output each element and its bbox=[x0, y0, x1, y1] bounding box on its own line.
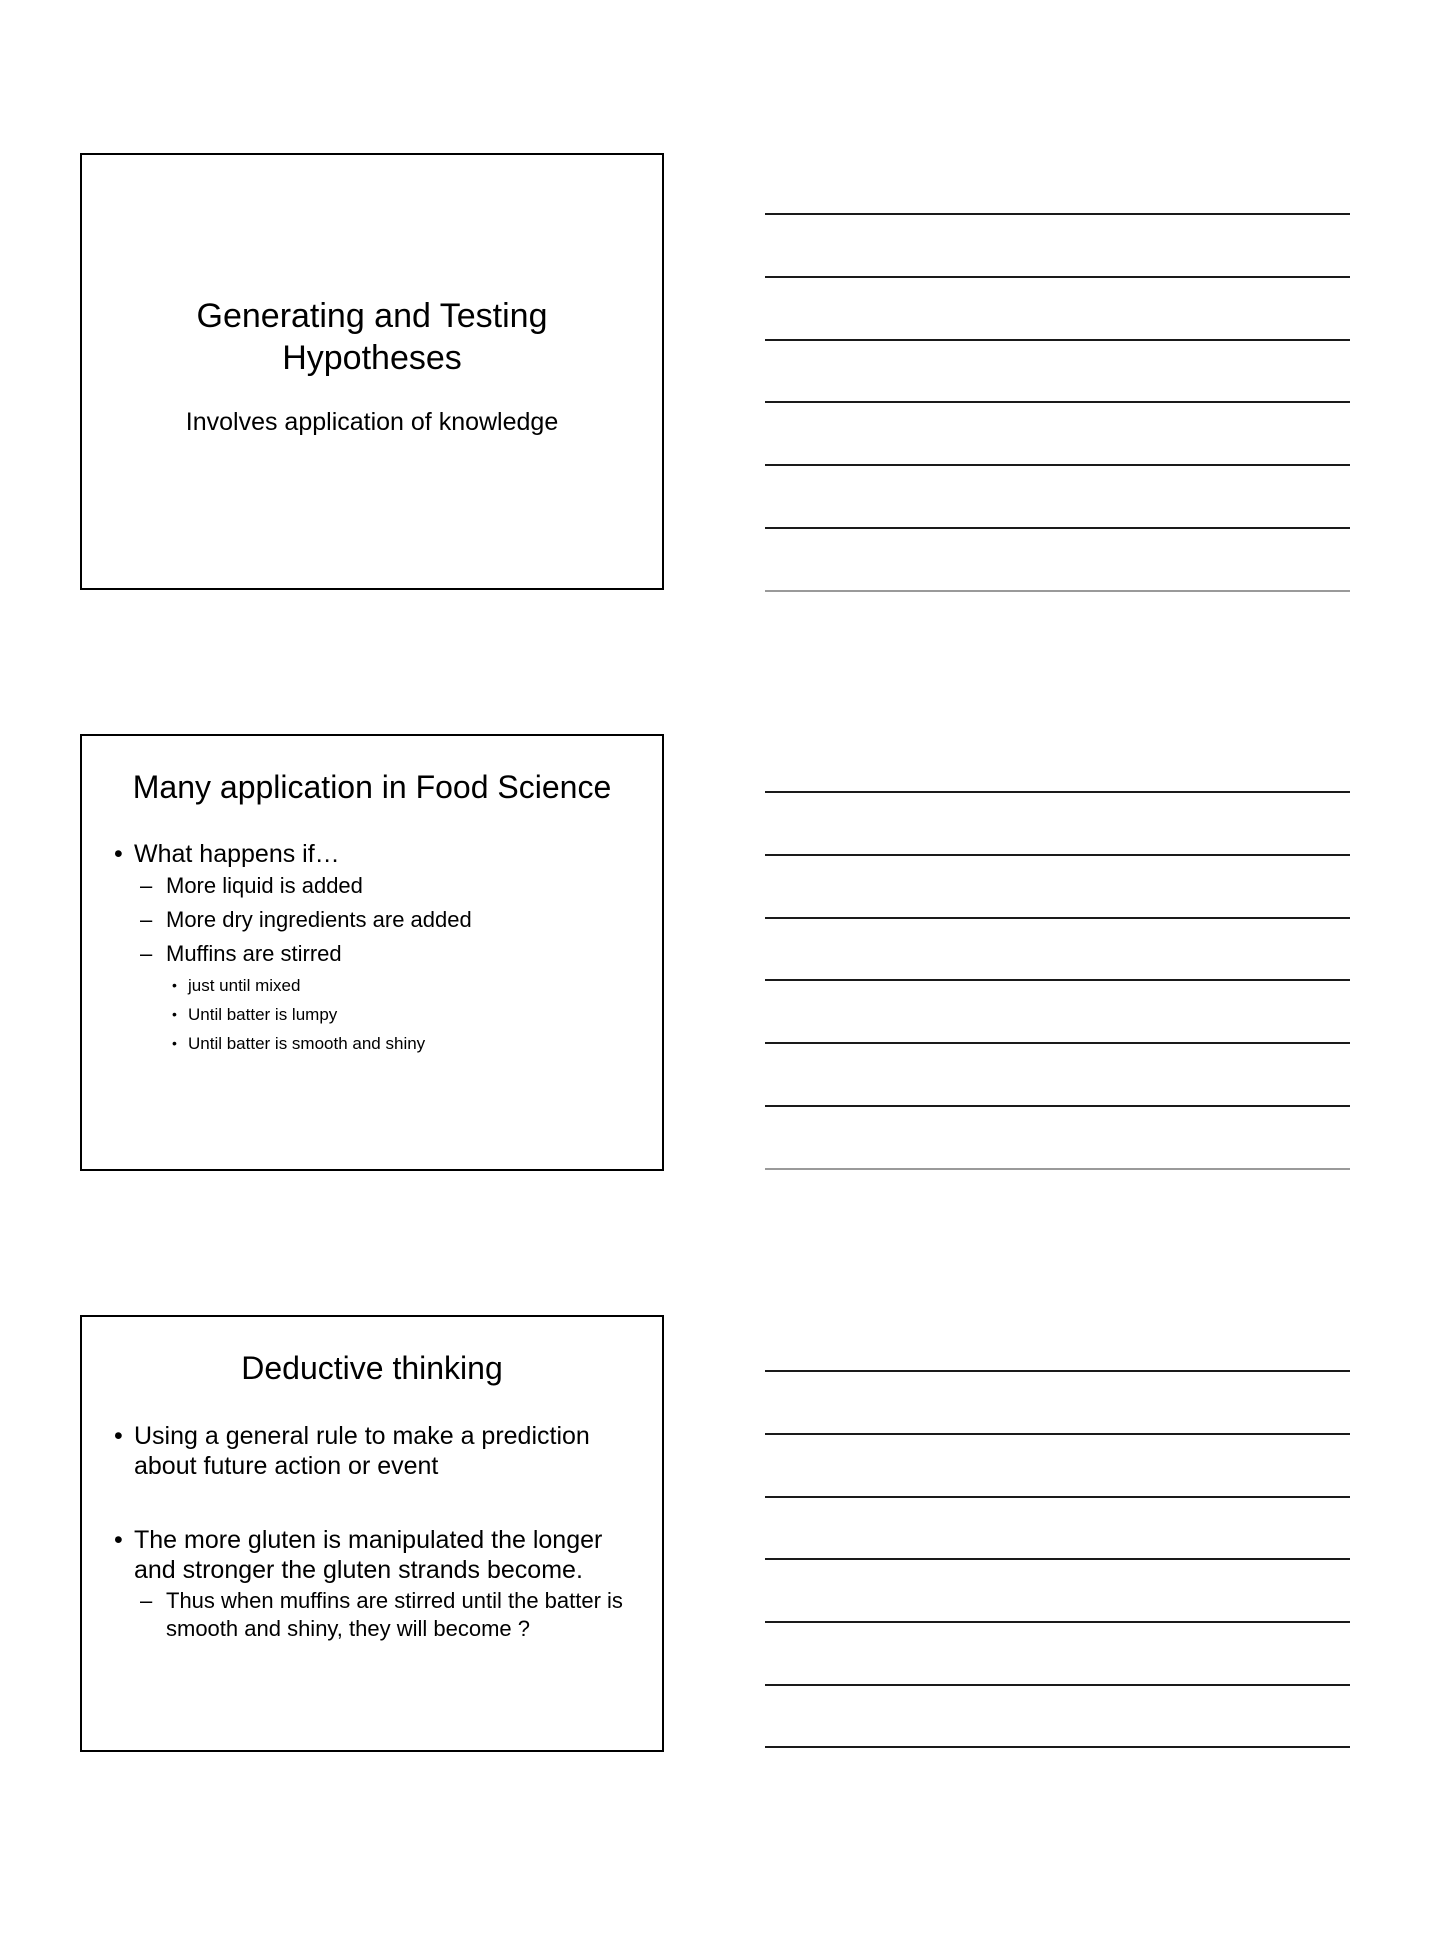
bullet-item: • What happens if… bbox=[114, 839, 646, 869]
note-line bbox=[765, 1684, 1350, 1686]
slide-thumbnail-2 bbox=[80, 734, 664, 1171]
note-line bbox=[765, 590, 1350, 592]
note-line bbox=[765, 401, 1350, 403]
note-line bbox=[765, 339, 1350, 341]
slide-title-line-1: Generating and Testing bbox=[196, 297, 548, 335]
slide-title: Many application in Food Science bbox=[132, 769, 612, 805]
note-line bbox=[765, 1746, 1350, 1748]
slide-title-line-2: Hypotheses bbox=[282, 339, 462, 377]
note-line bbox=[765, 917, 1350, 919]
sub-bullet-item: – Muffins are stirred bbox=[140, 937, 646, 971]
note-line bbox=[765, 1105, 1350, 1107]
slide-title: Deductive thinking bbox=[241, 1350, 503, 1386]
note-line bbox=[765, 213, 1350, 215]
note-line bbox=[765, 1496, 1350, 1498]
note-line bbox=[765, 1558, 1350, 1560]
note-line bbox=[765, 1433, 1350, 1435]
bullet-list bbox=[114, 1421, 646, 1643]
slide-title bbox=[82, 295, 662, 379]
slide-subtitle: Involves application of knowledge bbox=[185, 408, 559, 436]
bullet-item: • Using a general rule to make a prediction about future action or event bbox=[114, 1421, 646, 1481]
sub-bullet-item: – Thus when muffins are stirred until the batter is smooth and shiny, they will become ? bbox=[140, 1587, 646, 1643]
note-line bbox=[765, 979, 1350, 981]
note-line bbox=[765, 854, 1350, 856]
note-line bbox=[765, 464, 1350, 466]
sub-sub-bullet-item: • Until batter is lumpy bbox=[172, 1000, 646, 1029]
sub-sub-bullet-item: • just until mixed bbox=[172, 971, 646, 1000]
sub-sub-bullet-item: • Until batter is smooth and shiny bbox=[172, 1029, 646, 1058]
note-line bbox=[765, 1621, 1350, 1623]
bullet-list bbox=[114, 839, 646, 1058]
sub-bullet-item: – More dry ingredients are added bbox=[140, 903, 646, 937]
note-line bbox=[765, 1370, 1350, 1372]
bullet-item: • The more gluten is manipulated the longer and stronger the gluten strands become. bbox=[114, 1525, 646, 1585]
note-line bbox=[765, 527, 1350, 529]
note-line bbox=[765, 276, 1350, 278]
slide-thumbnail-3 bbox=[80, 1315, 664, 1752]
note-line bbox=[765, 1168, 1350, 1170]
note-line bbox=[765, 791, 1350, 793]
note-line bbox=[765, 1042, 1350, 1044]
slide-thumbnail-1 bbox=[80, 153, 664, 590]
sub-bullet-item: – More liquid is added bbox=[140, 869, 646, 903]
